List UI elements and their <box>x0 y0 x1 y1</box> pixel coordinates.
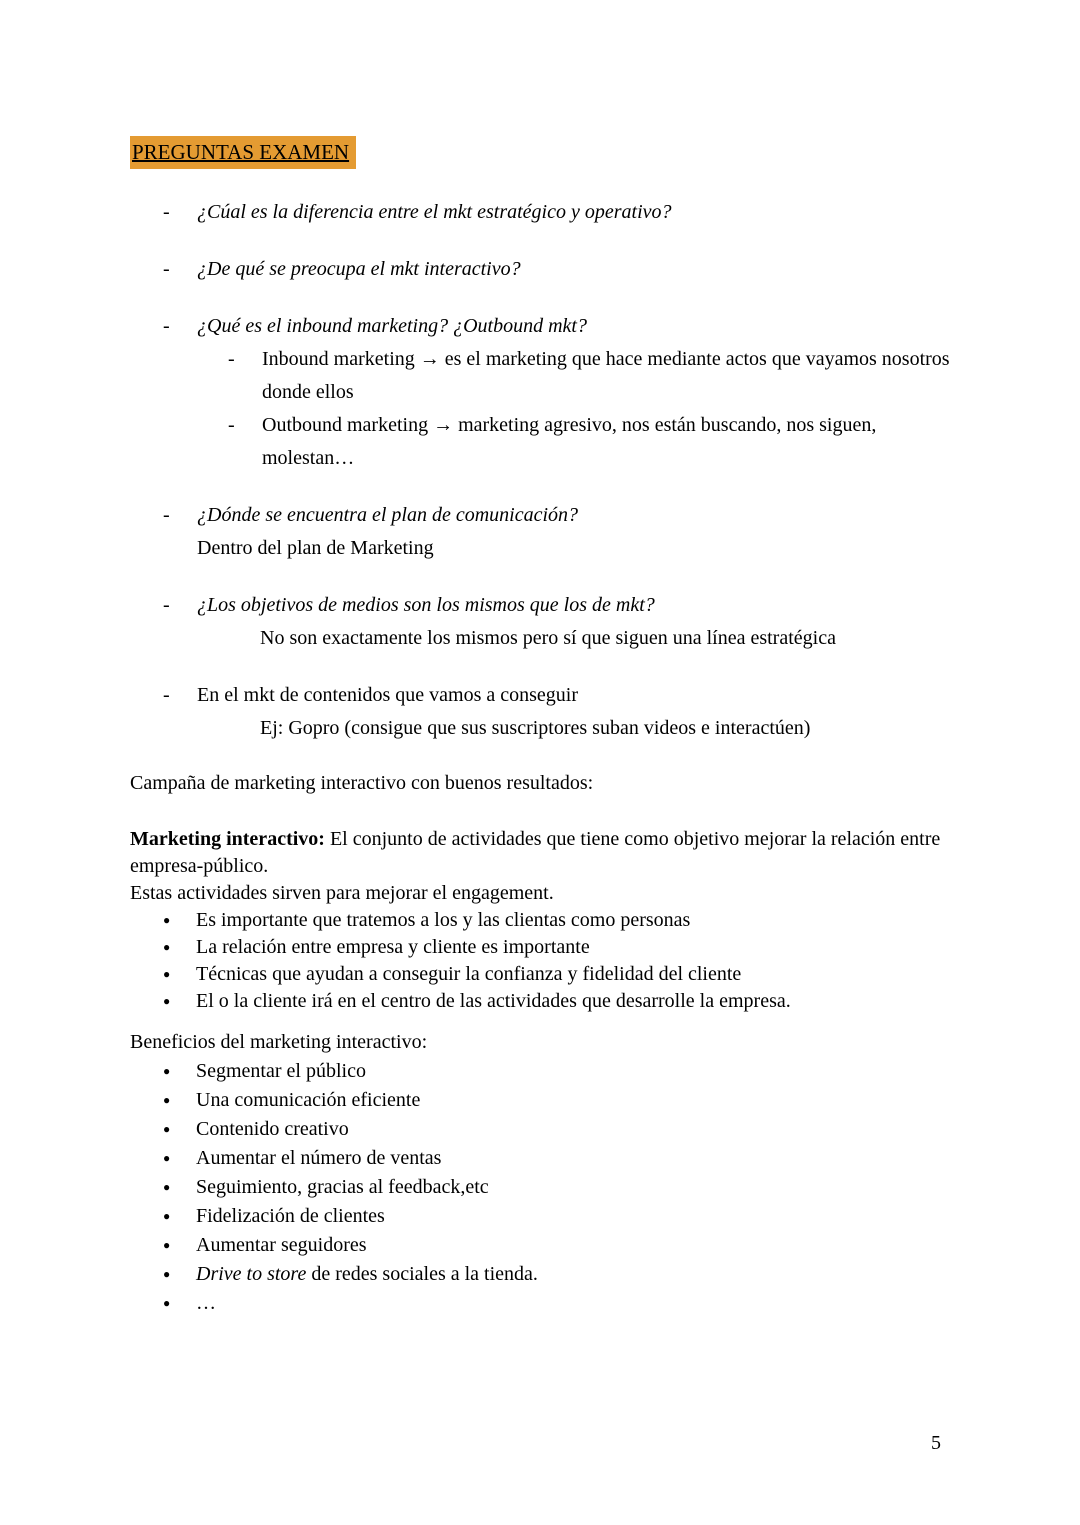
page-number: 5 <box>931 1432 941 1454</box>
definition-line2: Estas actividades sirven para mejorar el engagement. <box>130 882 554 904</box>
list-bullet-marker: ● <box>163 1209 171 1223</box>
marketing-bullet-list <box>130 907 950 1015</box>
question-text: En el mkt de contenidos que vamos a conseguir <box>197 684 579 706</box>
question-item <box>130 253 950 286</box>
definition-term: Marketing interactivo: <box>130 828 325 850</box>
list-item <box>130 988 950 1015</box>
list-item <box>130 1057 950 1086</box>
answer-text: Dentro del plan de Marketing <box>197 537 434 559</box>
page-title <box>130 131 950 169</box>
definition-text: El conjunto de actividades que tiene como objetivo mejorar la relación entre empresa-público. <box>130 828 941 877</box>
bullet-text: Segmentar el público <box>196 1060 366 1082</box>
list-item <box>130 1086 950 1115</box>
benefits-bullet-list <box>130 1057 950 1318</box>
list-bullet-marker: ● <box>163 913 171 927</box>
question-text: ¿Los objetivos de medios son los mismos que los de mkt? <box>197 594 655 616</box>
list-item <box>130 1115 950 1144</box>
list-item <box>130 1144 950 1173</box>
question-item <box>130 589 950 655</box>
italic-lead-text: Drive to store <box>196 1263 307 1285</box>
list-dash-marker: - <box>163 594 170 616</box>
question-text: ¿Cúal es la diferencia entre el mkt estratégico y operativo? <box>197 201 672 223</box>
bullet-text: Es importante que tratemos a los y las clientas como personas <box>196 909 691 931</box>
sub-answer-text: Outbound marketing → marketing agresivo, nos están buscando, nos siguen, molestan… <box>262 414 877 469</box>
list-bullet-marker: ● <box>163 1064 171 1078</box>
exam-questions-list <box>130 196 950 745</box>
sub-answer-item <box>197 409 950 475</box>
definition-paragraph <box>130 826 950 880</box>
list-dash-marker: - <box>228 414 235 436</box>
highlighted-title: PREGUNTAS EXAMEN <box>130 136 356 169</box>
list-item <box>130 1231 950 1260</box>
list-bullet-marker: ● <box>163 1267 171 1281</box>
question-text: ¿De qué se preocupa el mkt interactivo? <box>197 258 521 280</box>
answer-text: No son exactamente los mismos pero sí que siguen una línea estratégica <box>260 627 836 649</box>
question-item <box>130 196 950 229</box>
list-bullet-marker: ● <box>163 967 171 981</box>
list-item <box>130 907 950 934</box>
list-dash-marker: - <box>163 504 170 526</box>
list-dash-marker: - <box>163 684 170 706</box>
sub-answer-list <box>197 343 950 475</box>
marketing-interactivo-section <box>130 826 950 1015</box>
question-item <box>130 310 950 475</box>
bullet-text: Técnicas que ayudan a conseguir la confianza y fidelidad del cliente <box>196 963 742 985</box>
question-item <box>130 679 950 745</box>
list-bullet-marker: ● <box>163 1093 171 1107</box>
list-item <box>130 1289 950 1318</box>
answer-text: Ej: Gopro (consigue que sus suscriptores suban videos e interactúen) <box>260 717 811 739</box>
bullet-text: … <box>196 1292 216 1314</box>
benefits-section <box>130 1028 950 1318</box>
bullet-text-rest: de redes sociales a la tienda. <box>306 1263 538 1285</box>
bullet-text: La relación entre empresa y cliente es importante <box>196 936 590 958</box>
list-dash-marker: - <box>228 348 235 370</box>
list-bullet-marker: ● <box>163 1151 171 1165</box>
bullet-text: Seguimiento, gracias al feedback,etc <box>196 1176 489 1198</box>
bullet-text: Fidelización de clientes <box>196 1205 385 1227</box>
list-bullet-marker: ● <box>163 1296 171 1310</box>
list-item <box>130 1260 950 1289</box>
question-item <box>130 499 950 565</box>
list-item <box>130 934 950 961</box>
bullet-text: Aumentar seguidores <box>196 1234 367 1256</box>
list-dash-marker: - <box>163 258 170 280</box>
list-bullet-marker: ● <box>163 940 171 954</box>
sub-answer-item <box>197 343 950 409</box>
list-dash-marker: - <box>163 315 170 337</box>
list-item <box>130 1173 950 1202</box>
benefits-heading: Beneficios del marketing interactivo: <box>130 1031 428 1053</box>
question-text: ¿Qué es el inbound marketing? ¿Outbound mkt? <box>197 315 587 337</box>
question-text: ¿Dónde se encuentra el plan de comunicación? <box>197 504 579 526</box>
list-bullet-marker: ● <box>163 1180 171 1194</box>
list-item <box>130 961 950 988</box>
bullet-text <box>196 1260 950 1289</box>
bullet-text: Aumentar el número de ventas <box>196 1147 442 1169</box>
list-item <box>130 1202 950 1231</box>
list-bullet-marker: ● <box>163 994 171 1008</box>
bullet-text: Una comunicación eficiente <box>196 1089 421 1111</box>
bullet-text: Contenido creativo <box>196 1118 349 1140</box>
list-bullet-marker: ● <box>163 1122 171 1136</box>
campaign-heading: Campaña de marketing interactivo con buenos resultados: <box>130 772 594 794</box>
list-dash-marker: - <box>163 201 170 223</box>
list-bullet-marker: ● <box>163 1238 171 1252</box>
sub-answer-text: Inbound marketing → es el marketing que hace mediante actos que vayamos nosotros donde ellos <box>262 348 950 403</box>
bullet-text: El o la cliente irá en el centro de las actividades que desarrolle la empresa. <box>196 990 791 1012</box>
